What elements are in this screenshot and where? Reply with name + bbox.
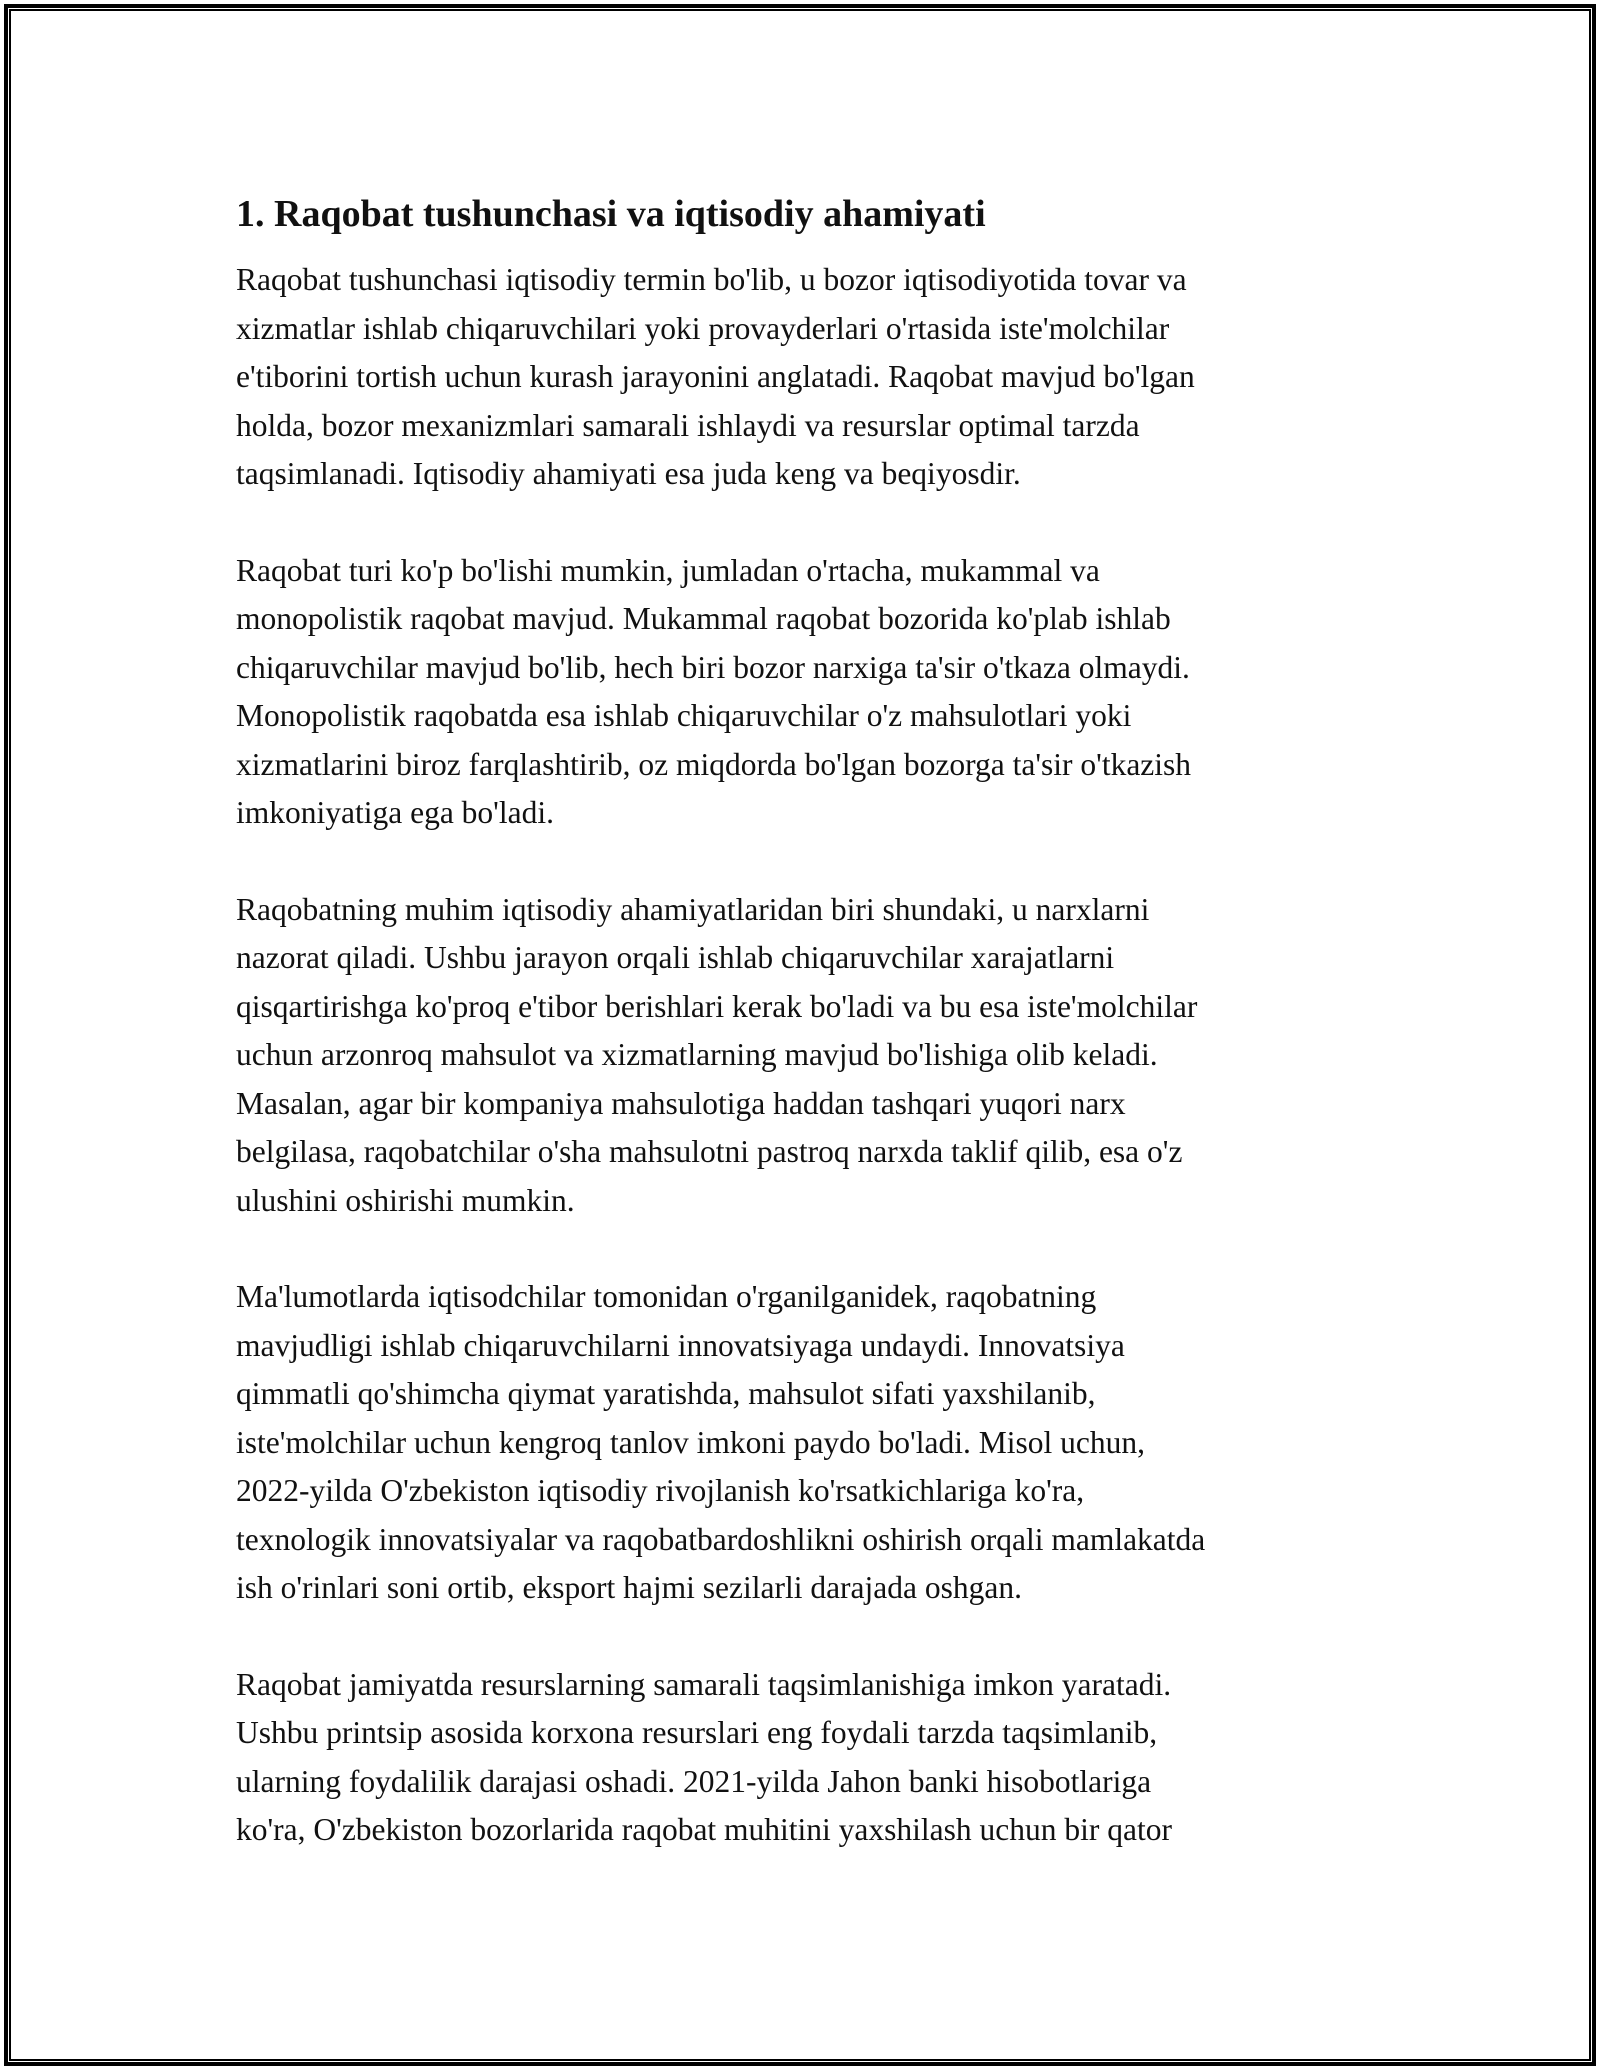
- paragraph-definition: Raqobat tushunchasi iqtisodiy termin bo'lib, u bozor iqtisodiyotida tovar va xizmatlar ishlab chiqaruvchilari yoki provayderlari o'rtasida iste'molchilar e'tiborini tortish uchun kurash jarayonini anglatadi. Raqobat mavjud bo'lgan holda, bozor mexanizmlari samarali ishlaydi va resurslar optimal tarzda taqsimlanadi. Iqtisodiy ahamiyati esa juda keng va beqiyosdir.: [236, 262, 1195, 491]
- paragraph-innovation: Ma'lumotlarda iqtisodchilar tomonidan o'rganilganidek, raqobatning mavjudligi ishlab chiqaruvchilarni innovatsiyaga undaydi. Innovatsiya qimmatli qo'shimcha qiymat yaratishda, mahsulot sifati yaxshilanib, iste'molchilar uchun kengroq tanlov imkoni paydo bo'ladi. Misol uchun, 2022-yilda O'zbekiston iqtisodiy rivojlanish ko'rsatkichlariga ko'ra, texnologik innovatsiyalar va raqobatbardoshlikni oshirish orqali mamlakatda ish o'rinlari soni ortib, eksport hajmi sezilarli darajada oshgan.: [236, 1279, 1206, 1605]
- paragraph-price-control: Raqobatning muhim iqtisodiy ahamiyatlaridan biri shundaki, u narxlarni nazorat qiladi. Ushbu jarayon orqali ishlab chiqaruvchilar xarajatlarni qisqartirishga ko'proq e'tibor berishlari kerak bo'ladi va bu esa iste'molchilar uchun arzonroq mahsulot va xizmatlarning mavjud bo'lishiga olib keladi. Masalan, agar bir kompaniya mahsulotiga haddan tashqari yuqori narx belgilasa, raqobatchilar o'sha mahsulotni pastroq narxda taklif qilib, esa o'z ulushini oshirishi mumkin.: [236, 891, 1198, 1218]
- paragraph-resource-allocation: Raqobat jamiyatda resurslarning samarali taqsimlanishiga imkon yaratadi. Ushbu printsip asosida korxona resurslari eng foydali tarzda taqsimlanib, ularning foydalilik darajasi oshadi. 2021-yilda Jahon banki hisobotlariga ko'ra, O'zbekiston bozorlarida raqobat muhitini yaxshilash uchun bir qator: [236, 1666, 1172, 1847]
- paragraph-competition-types: Raqobat turi ko'p bo'lishi mumkin, jumladan o'rtacha, mukammal va monopolistik raqobat mavjud. Mukammal raqobat bozorida ko'plab ishlab chiqaruvchilar mavjud bo'lib, hech biri bozor narxiga ta'sir o'tkaza olmaydi. Monopolistik raqobatda esa ishlab chiqaruvchilar o'z mahsulotlari yoki xizmatlarini biroz farqlashtirib, oz miqdorda bo'lgan bozorga ta'sir o'tkazish imkoniyatiga ega bo'ladi.: [236, 552, 1192, 830]
- section-heading: 1. Raqobat tushunchasi va iqtisodiy ahamiyati: [236, 193, 986, 235]
- document-body: [236, 188, 1376, 1903]
